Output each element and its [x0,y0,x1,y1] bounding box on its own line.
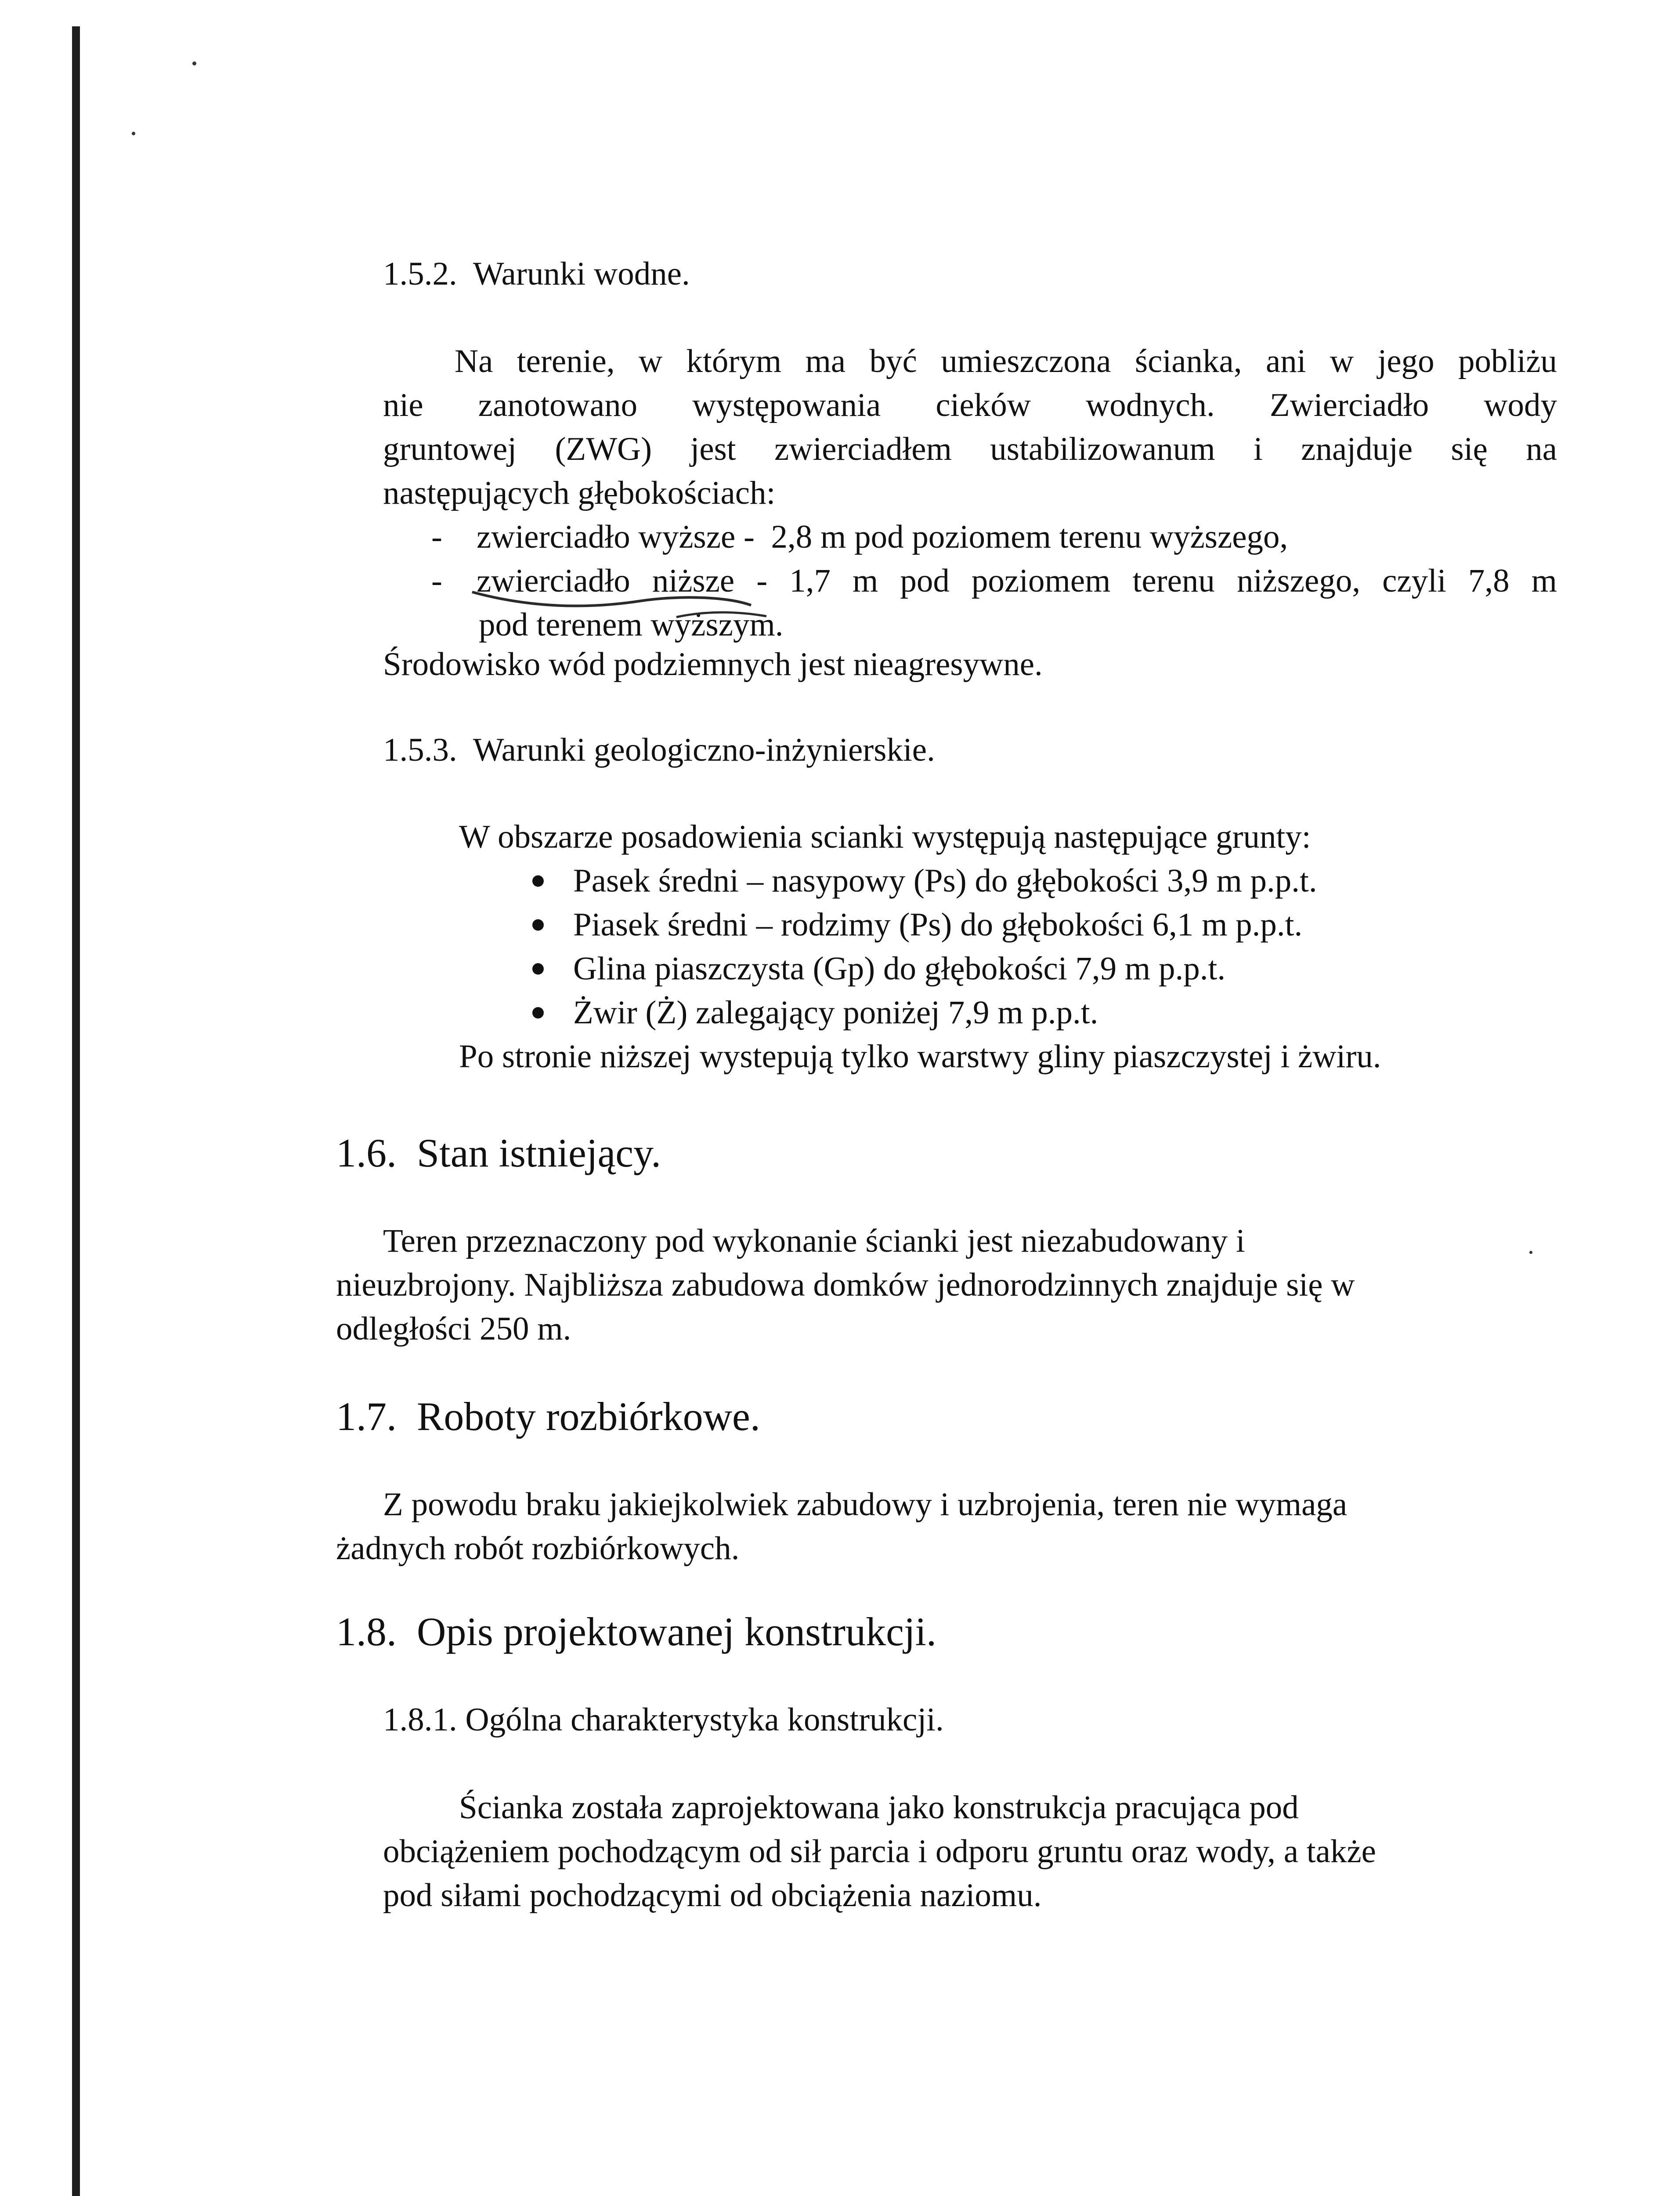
paragraph-line: odległości 250 m. [336,1311,571,1347]
list-item: Żwir (Ż) zalegający poniżej 7,9 m p.p.t. [573,994,1098,1031]
bullet-marker [532,875,544,887]
scan-speck [132,132,135,135]
heading-1-8: 1.8. Opis projektowanej konstrukcji. [336,1609,937,1654]
paragraph-line: gruntowej (ZWG) jest zwierciadłem ustabilizowanum i znajduje się na [383,431,1557,467]
heading-1-5-2: 1.5.2. Warunki wodne. [383,256,690,292]
paragraph-groundwater-environment: Środowisko wód podziemnych jest nieagresywne. [383,646,1043,683]
bullet-marker [532,963,544,975]
scan-edge-shadow [72,26,80,2196]
paragraph-line: następujących głębokościach: [383,475,776,511]
dash-marker: - [431,519,442,555]
bullet-marker [532,1007,544,1019]
scan-speck [1529,1251,1532,1254]
list-item: Pasek średni – nasypowy (Ps) do głębokości 3,9 m p.p.t. [573,863,1317,899]
paragraph-lower-side: Po stronie niższej wystepują tylko warstwy gliny piaszczystej i żwiru. [459,1038,1381,1075]
list-item: zwierciadło wyższe - 2,8 m pod poziomem terenu wyższego, [477,519,1288,555]
heading-1-6: 1.6. Stan istniejący. [336,1131,661,1175]
paragraph-line: nie zanotowano występowania cieków wodnych. Zwierciadło wody [383,387,1557,423]
paragraph-line: obciążeniem pochodzącym od sił parcia i odporu gruntu oraz wody, a także [383,1833,1376,1870]
bullet-marker [532,919,544,931]
list-item: Glina piaszczysta (Gp) do głębokości 7,9 m p.p.t. [573,950,1226,987]
list-item-continuation: pod terenem wyższym. [479,607,784,643]
list-item: zwierciadło niższe - 1,7 m pod poziomem terenu niższego, czyli 7,8 m [477,563,1557,599]
heading-1-5-3: 1.5.3. Warunki geologiczno-inżynierskie. [383,732,935,768]
paragraph-line: Ścianka została zaprojektowana jako konstrukcja pracująca pod [459,1789,1299,1826]
heading-1-7: 1.7. Roboty rozbiórkowe. [336,1394,760,1439]
paragraph-line: pod siłami pochodzącymi od obciążenia naziomu. [383,1877,1042,1914]
list-item: Piasek średni – rodzimy (Ps) do głębokości 6,1 m p.p.t. [573,907,1303,943]
paragraph-line: Na terenie, w którym ma być umieszczona ścianka, ani w jego pobliżu [455,343,1557,379]
paragraph-line: nieuzbrojony. Najbliższa zabudowa domków jednorodzinnych znajduje się w [336,1267,1355,1303]
scan-speck [192,61,196,65]
paragraph-line: żadnych robót rozbiórkowych. [336,1530,740,1567]
dash-marker: - [431,563,442,599]
paragraph-soils-intro: W obszarze posadowienia scianki występują następujące grunty: [459,819,1311,855]
paragraph-line: Z powodu braku jakiejkolwiek zabudowy i uzbrojenia, teren nie wymaga [383,1486,1348,1523]
paragraph-line: Teren przeznaczony pod wykonanie ścianki jest niezabudowany i [383,1223,1245,1259]
heading-1-8-1: 1.8.1. Ogólna charakterystyka konstrukcji. [383,1701,944,1738]
